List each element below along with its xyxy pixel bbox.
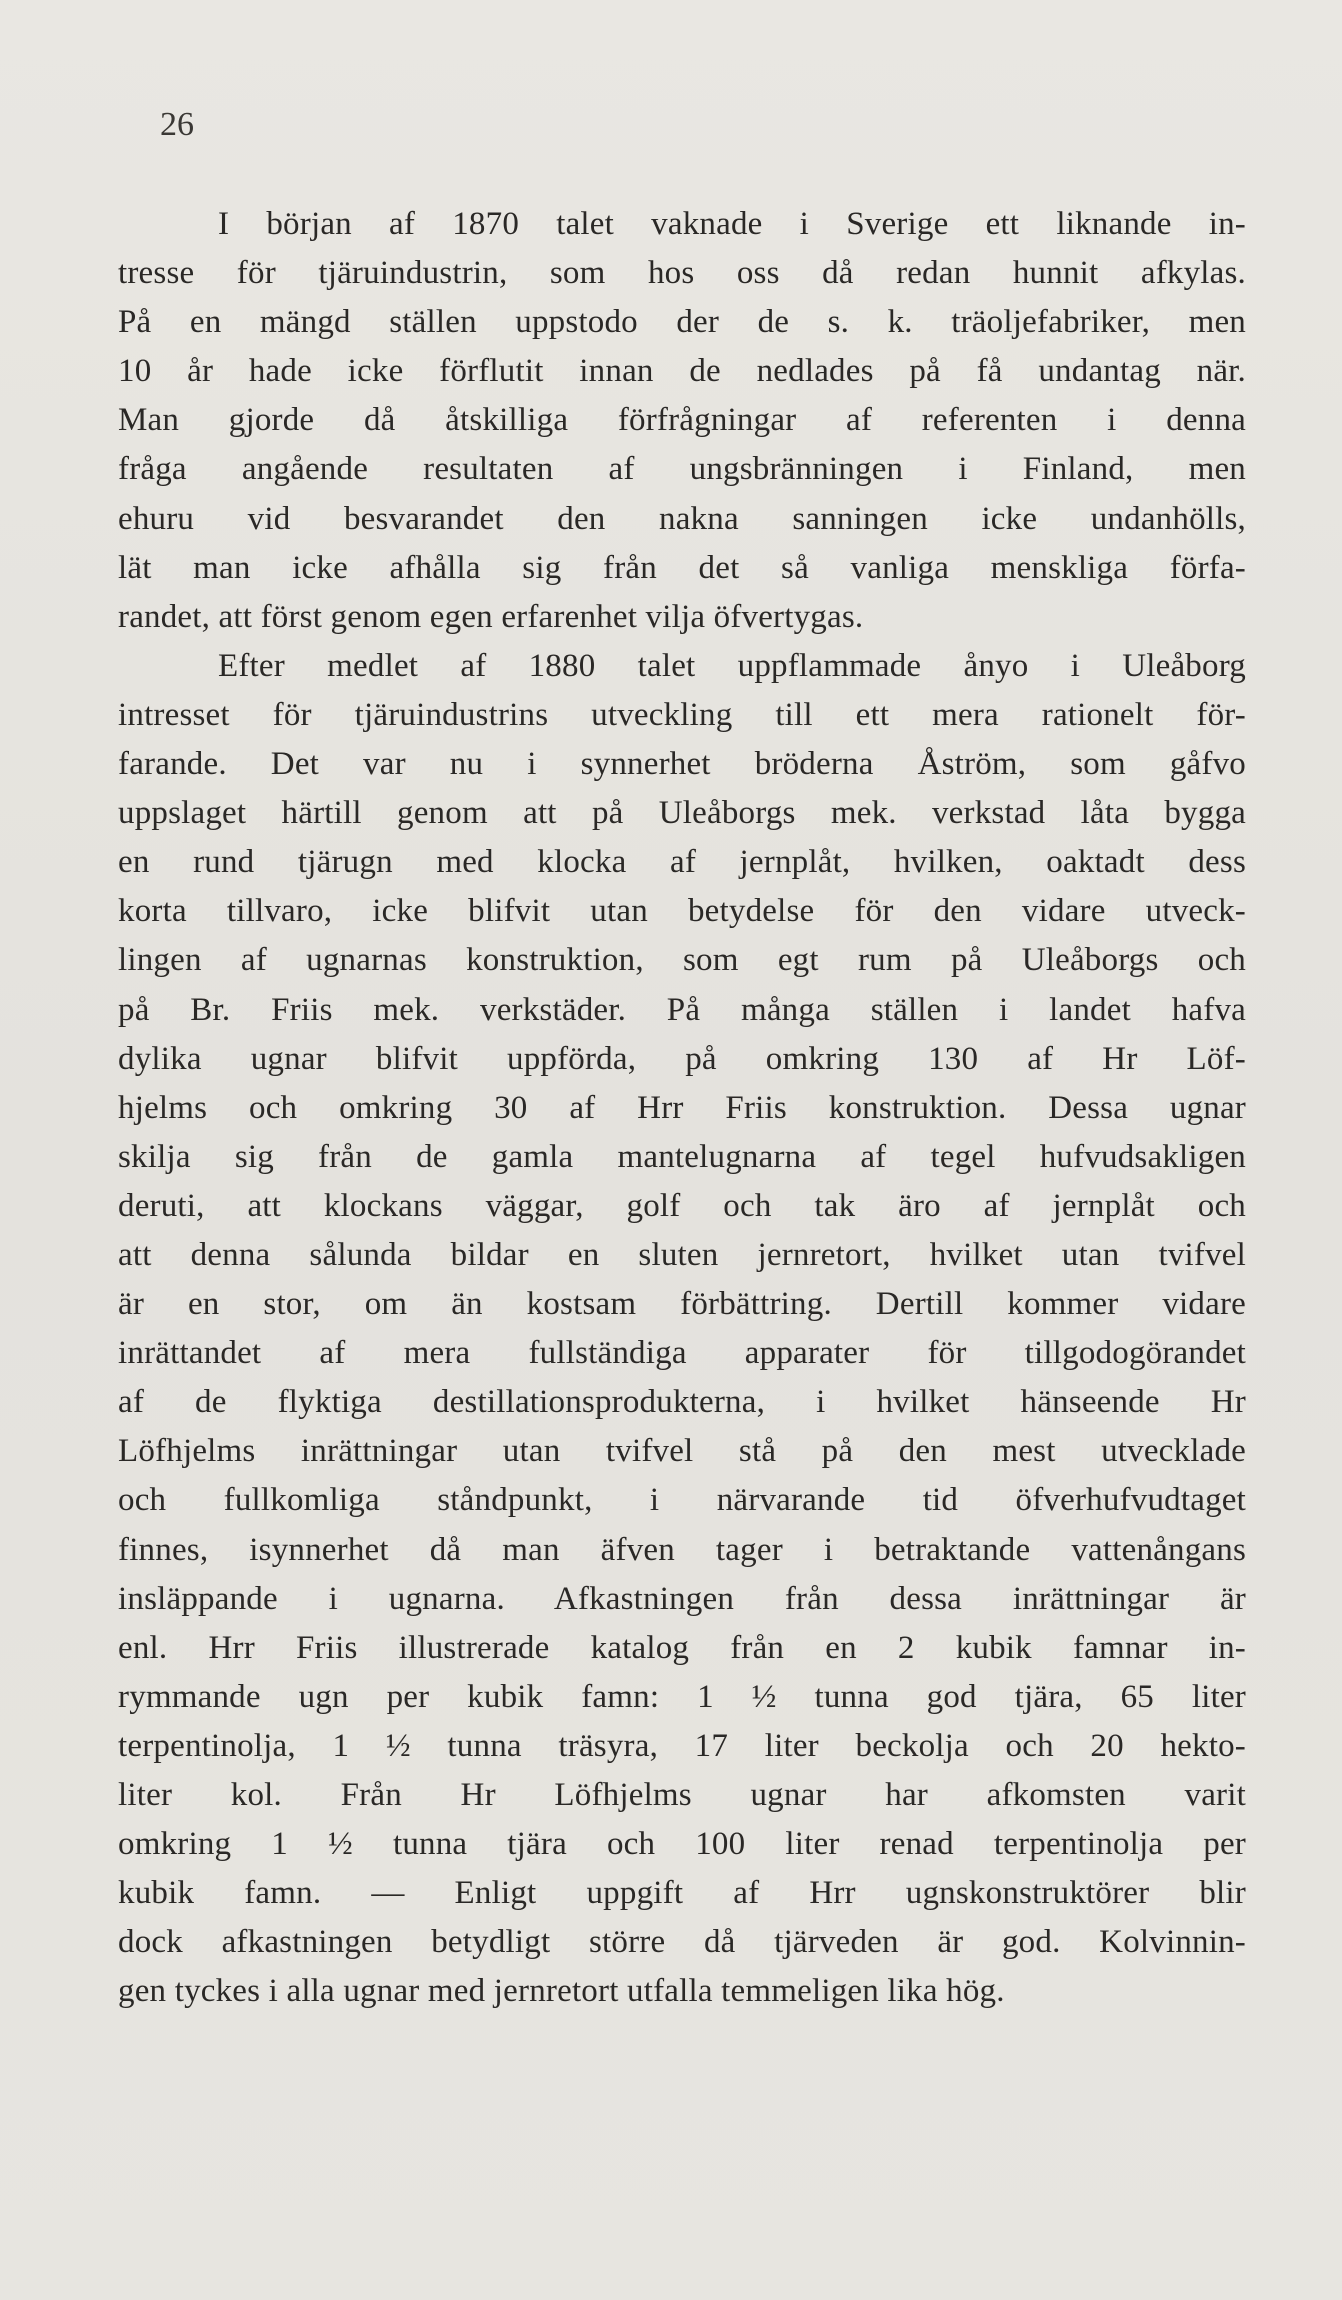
page-number: 26 (160, 106, 194, 143)
text-line: enl. Hrr Friis illustrerade katalog från en 2 kubik famnar in- (118, 1629, 1246, 1666)
text-line: liter kol. Från Hr Löfhjelms ugnar har afkomsten varit (118, 1777, 1246, 1813)
text-line: tresse för tjäruindustrin, som hos oss då redan hunnit afkylas. (118, 255, 1246, 292)
text-line: omkring 1 ½ tunna tjära och 100 liter renad terpentinolja per (118, 1826, 1246, 1863)
text-line: af de flyktiga destillationsprodukterna, i hvilket hänseende Hr (118, 1384, 1246, 1421)
text-line: inrättandet af mera fullständiga apparater för tillgodogörandet (118, 1335, 1246, 1372)
text-line: kubik famn. — Enligt uppgift af Hrr ugnskonstruktörer blir (118, 1875, 1246, 1912)
text-line: randet, att först genom egen erfarenhet vilja öfvertygas. (118, 598, 864, 635)
text-line: uppslaget härtill genom att på Uleåborgs mek. verkstad låta bygga (118, 795, 1246, 832)
text-line: och fullkomliga ståndpunkt, i närvarande tid öfverhufvudtaget (118, 1482, 1246, 1519)
text-line: att denna sålunda bildar en sluten jernretort, hvilket utan tvifvel (118, 1236, 1246, 1273)
text-line: terpentinolja, 1 ½ tunna träsyra, 17 liter beckolja och 20 hekto- (118, 1727, 1246, 1764)
text-line: hjelms och omkring 30 af Hrr Friis konstruktion. Dessa ugnar (118, 1089, 1246, 1126)
text-line: dock afkastningen betydligt större då tjärveden är god. Kolvinnin- (118, 1924, 1246, 1961)
text-line: korta tillvaro, icke blifvit utan betydelse för den vidare utveck- (118, 893, 1246, 930)
text-line: finnes, isynnerhet då man äfven tager i betraktande vattenångans (118, 1531, 1246, 1568)
text-line: gen tyckes i alla ugnar med jernretort utfalla temmeligen lika hög. (118, 1973, 1005, 2010)
paragraph-2 (118, 642, 1246, 2017)
text-line: på Br. Friis mek. verkstäder. På många ställen i landet hafva (118, 991, 1246, 1028)
text-line: Löfhjelms inrättningar utan tvifvel stå på den mest utvecklade (118, 1433, 1246, 1470)
text-line: 10 år hade icke förflutit innan de nedlades på få undantag när. (118, 353, 1246, 390)
text-line: skilja sig från de gamla mantelugnarna af tegel hufvudsakligen (118, 1138, 1246, 1175)
text-line: I början af 1870 talet vaknade i Sverige ett liknande in- (218, 206, 1246, 242)
text-line: lingen af ugnarnas konstruktion, som egt rum på Uleåborgs och (118, 942, 1246, 979)
text-line: intresset för tjäruindustrins utveckling till ett mera rationelt för- (118, 696, 1246, 733)
text-line: farande. Det var nu i synnerhet bröderna Åström, som gåfvo (118, 746, 1246, 783)
text-line: Man gjorde då åtskilliga förfrågningar af referenten i denna (118, 402, 1246, 439)
paragraph-1 (118, 200, 1246, 642)
text-line: deruti, att klockans väggar, golf och tak äro af jernplåt och (118, 1187, 1246, 1224)
text-line: en rund tjärugn med klocka af jernplåt, hvilken, oaktadt dess (118, 844, 1246, 881)
text-line: är en stor, om än kostsam förbättring. Dertill kommer vidare (118, 1286, 1246, 1323)
text-line: På en mängd ställen uppstodo der de s. k. träoljefabriker, men (118, 304, 1246, 341)
text-line: lät man icke afhålla sig från det så vanliga menskliga förfa- (118, 549, 1246, 586)
text-line: ehuru vid besvarandet den nakna sanningen icke undanhölls, (118, 500, 1246, 537)
text-line: insläppande i ugnarna. Afkastningen från dessa inrättningar är (118, 1580, 1246, 1617)
body-text (118, 200, 1246, 2016)
text-line: rymmande ugn per kubik famn: 1 ½ tunna god tjära, 65 liter (118, 1678, 1246, 1715)
text-line: Efter medlet af 1880 talet uppflammade ånyo i Uleåborg (218, 647, 1246, 684)
text-line: fråga angående resultaten af ungsbränningen i Finland, men (118, 451, 1246, 488)
text-line: dylika ugnar blifvit uppförda, på omkring 130 af Hr Löf- (118, 1040, 1246, 1077)
